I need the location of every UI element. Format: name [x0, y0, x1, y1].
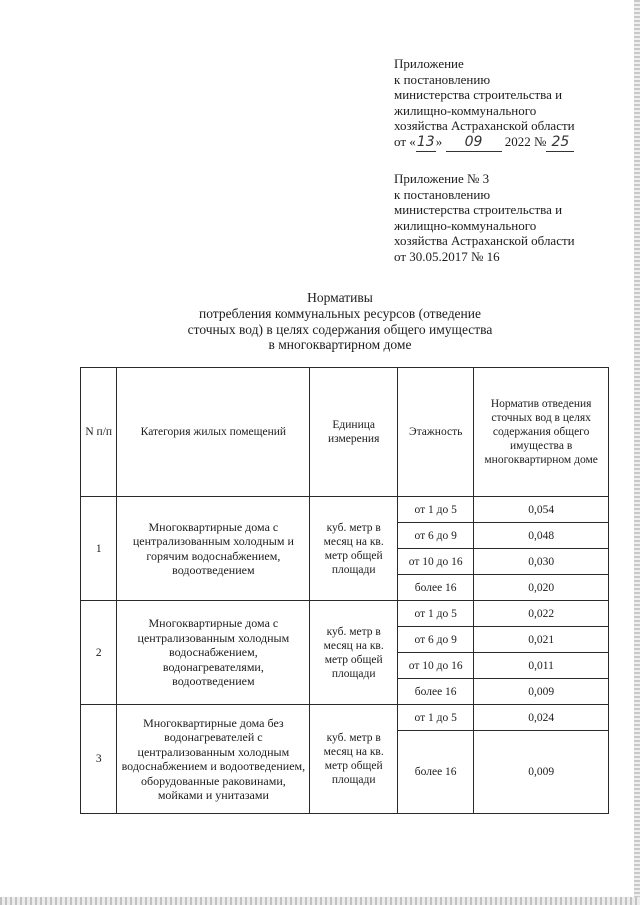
norm-cell: 0,020: [474, 575, 609, 601]
header-floors: Этажность: [398, 368, 474, 497]
floors-cell: от 6 до 9: [398, 523, 474, 549]
handwritten-number: 25: [546, 135, 574, 152]
norm-cell: 0,009: [474, 679, 609, 705]
title-line: Нормативы: [307, 290, 373, 305]
appendix-line: к постановлению: [394, 186, 491, 202]
header-category: Категория жилых помещений: [117, 368, 310, 497]
appendix-line: хозяйства Астраханской области: [394, 118, 575, 134]
title-line: сточных вод) в целях содержания общего имущества: [187, 321, 493, 337]
appendix-header-original: [394, 171, 614, 265]
norm-cell: 0,054: [474, 497, 609, 523]
date-year: 2022 №: [504, 133, 547, 149]
floors-cell: от 1 до 5: [398, 601, 474, 627]
scan-edge-right: [634, 0, 640, 905]
date-mid: »: [435, 133, 443, 149]
table-row: [81, 705, 609, 731]
floors-cell: от 1 до 5: [398, 497, 474, 523]
appendix-line: жилищно-коммунального: [394, 217, 537, 233]
norm-cell: 0,024: [474, 705, 609, 731]
handwritten-day: 13: [416, 133, 435, 150]
header-unit: Единица измерения: [310, 368, 398, 497]
date-prefix: от «: [394, 133, 416, 149]
appendix-date-line: [394, 134, 614, 152]
group-category: Многоквартирные дома с централизованным холодным и горячим водоснабжением, водоотведением: [117, 497, 310, 601]
appendix-line: хозяйства Астраханской области: [394, 233, 575, 249]
floors-cell: от 6 до 9: [398, 627, 474, 653]
document-title: [150, 290, 530, 353]
norm-cell: 0,022: [474, 601, 609, 627]
table-row: [81, 497, 609, 523]
appendix-header-current: [394, 56, 614, 152]
norm-cell: 0,021: [474, 627, 609, 653]
table-row: [81, 601, 609, 627]
group-number: 1: [81, 497, 117, 601]
appendix-line: министерства строительства и: [394, 202, 563, 218]
norm-cell: 0,011: [474, 653, 609, 679]
header-norm: Норматив отведения сточных вод в целях содержания общего имущества в многоквартирном доме: [474, 368, 609, 497]
norm-cell: 0,030: [474, 549, 609, 575]
group-unit: куб. метр в месяц на кв. метр общей площади: [310, 601, 398, 705]
floors-cell: более 16: [398, 575, 474, 601]
appendix-line: Приложение № 3: [394, 171, 490, 186]
floors-cell: более 16: [398, 731, 474, 814]
header-n: N п/п: [81, 368, 117, 497]
title-line: потребления коммунальных ресурсов (отведение: [198, 305, 481, 321]
handwritten-month: 09: [446, 135, 502, 152]
floors-cell: более 16: [398, 679, 474, 705]
appendix-line: Приложение: [394, 56, 464, 71]
group-unit: куб. метр в месяц на кв. метр общей площади: [310, 497, 398, 601]
floors-cell: от 10 до 16: [398, 653, 474, 679]
floors-cell: от 1 до 5: [398, 705, 474, 731]
appendix-line: министерства строительства и: [394, 87, 563, 103]
appendix-line: к постановлению: [394, 71, 491, 87]
appendix-line: от 30.05.2017 № 16: [394, 248, 500, 264]
norms-table: [80, 367, 609, 814]
group-number: 3: [81, 705, 117, 814]
group-number: 2: [81, 601, 117, 705]
norm-cell: 0,048: [474, 523, 609, 549]
norm-cell: 0,009: [474, 731, 609, 814]
group-category: Многоквартирные дома без водонагревателей с централизованным холодным водоснабжением и водоотведением, оборудованные раковинами, мойками и унитазами: [117, 705, 310, 814]
group-category: Многоквартирные дома с централизованным холодным водоснабжением, водонагревателями, водоотведением: [117, 601, 310, 705]
table-header-row: [81, 368, 609, 497]
title-line: в многоквартирном доме: [268, 337, 412, 353]
scan-edge-bottom: [0, 897, 640, 905]
appendix-line: жилищно-коммунального: [394, 102, 537, 118]
group-unit: куб. метр в месяц на кв. метр общей площади: [310, 705, 398, 814]
floors-cell: от 10 до 16: [398, 549, 474, 575]
